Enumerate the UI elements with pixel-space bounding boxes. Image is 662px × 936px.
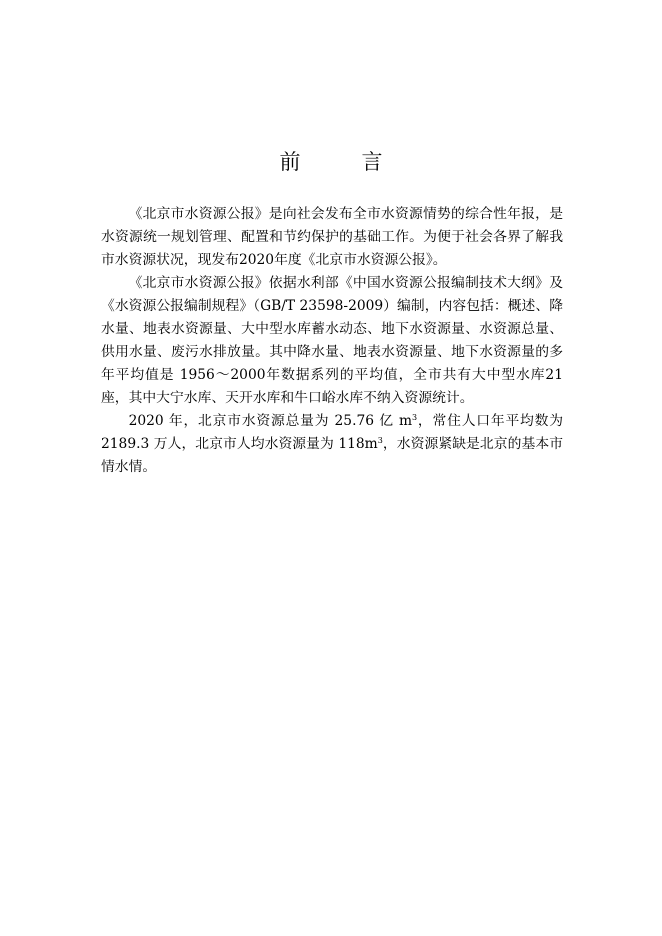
superscript-cubic-2: 3 — [377, 436, 383, 445]
superscript-cubic-1: 3 — [412, 413, 418, 422]
paragraph-2: 《北京市水资源公报》依据水利部《中国水资源公报编制技术大纲》及《水资源公报编制规程》（GB/T 23598-2009）编制，内容包括：概述、降水量、地表水资源量、大中型水库蓄水动态、地下水资源量、水资源总量、供用水量、废污水排放量。其中降水量、地表水资源量、地下水资源量的多年平均值是 1956～2000年数据系列的平均值，全市共有大中型水库21座，其中大宁水库、天开水库和牛口峪水库不纳入资源统计。 — [101, 275, 563, 406]
page-title: 前 言 — [279, 150, 403, 174]
paragraph-3-part-2: ，常住人口年平均数为 2189.3 万人，北京市人均水资源量为 118m — [101, 413, 564, 452]
paragraph-3 — [101, 410, 563, 479]
preface-body — [101, 203, 563, 479]
paragraph-3-part-1: 2020 年，北京市水资源总量为 25.76 亿 m — [128, 413, 413, 429]
paragraph-3-part-3: ，水资源紧缺是北京的基本市情水情。 — [101, 436, 564, 475]
paragraph-1: 《北京市水资源公报》是向社会发布全市水资源情势的综合性年报，是水资源统一规划管理、配置和节约保护的基础工作。为便于社会各界了解我市水资源状况，现发布2020年度《北京市水资源公报》。 — [101, 206, 563, 268]
